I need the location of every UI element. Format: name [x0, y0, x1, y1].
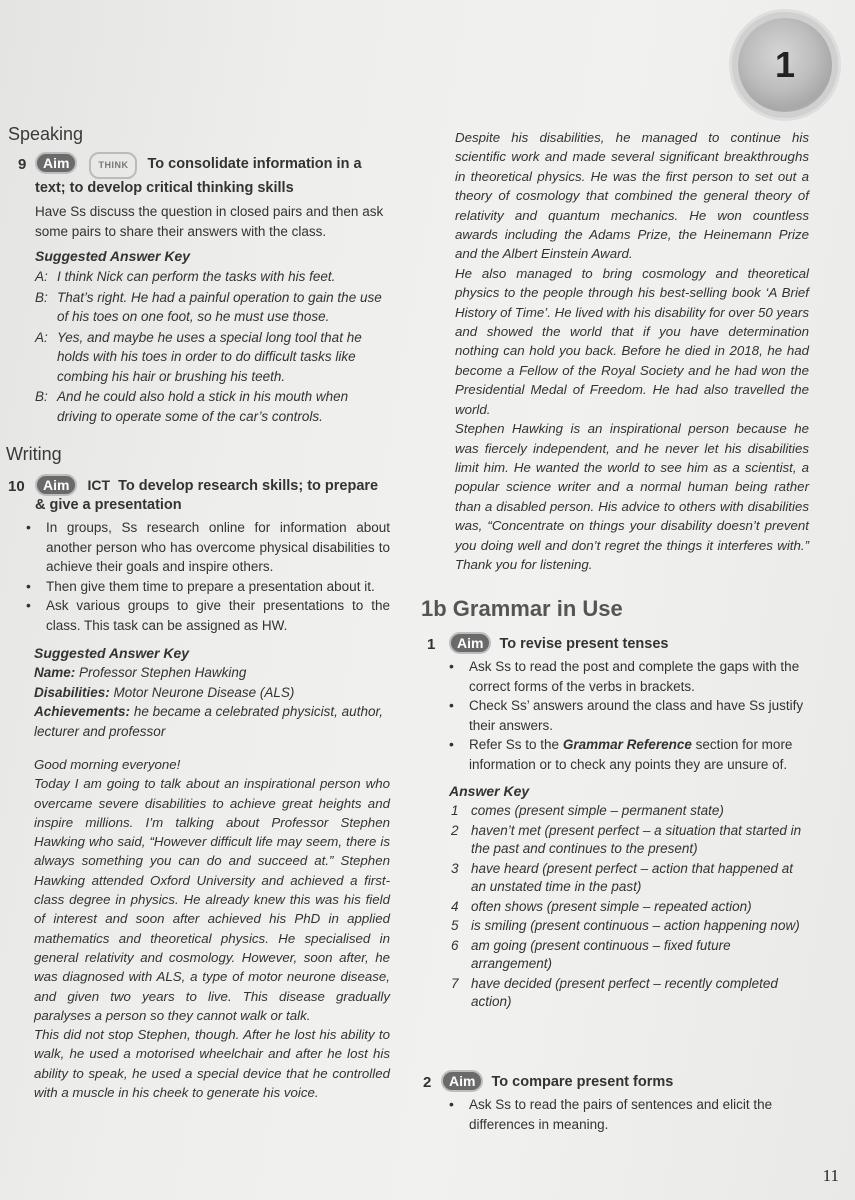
speech-paragraph: Stephen Hawking is an inspirational person because he was fiercely independent, and he never let his disabilities limit him. He wanted the world to see him as a scientist, a popular science writer and a normal human being rather than a disabled person. His advice to others with disabilities was, “Concentrate on things your disability doesn’t prevent you doing well and don’t regret the things it interferes with.” Thank you for listening. [455, 421, 809, 572]
exercise-10 [8, 474, 390, 1102]
aim-text: To compare present forms [491, 1074, 674, 1090]
name-value: Professor Stephen Hawking [79, 665, 247, 680]
answer-text: haven’t met (present perfect – a situation that started in the past and continues to the present) [471, 822, 802, 856]
grammar-reference-link: Grammar Reference [562, 737, 692, 752]
bullet-list [423, 1095, 809, 1134]
answer-number: 7 [451, 975, 459, 991]
answer-text: often shows (present simple – repeated action) [471, 898, 752, 914]
exercise-number: 9 [18, 156, 27, 173]
exercise-number: 1 [427, 636, 436, 653]
bullet-text: Refer Ss to the [469, 737, 560, 752]
bullet-item: • In groups, Ss research online for information about another person who has overcome physical disabilities to achieve their goals and inspire others. [18, 518, 390, 577]
answer-number: 6 [451, 937, 459, 953]
answer-text: am going (present continuous – fixed future arrangement) [471, 937, 731, 971]
writing-heading: Writing [6, 444, 62, 464]
bullet-item [441, 735, 809, 774]
bullet-text: section for more information or to check any points they are unsure of. [469, 737, 793, 772]
aim-badge: Aim [35, 474, 77, 496]
answer-text: is smiling (present continuous – action happening now) [471, 918, 800, 933]
speech-paragraph: He also managed to bring cosmology and theoretical physics to the people through his best-selling book ‘A Brief History of Time’. He lived with his disability for over 50 years and showed the world that if you have determination nothing can hold you back. Before he died in 2018, he had become a Fellow of the Royal Society and he had won the Presidential Medal of Freedom. He had also travelled the world. [455, 265, 809, 417]
answer-number: 2 [451, 822, 459, 838]
dialogue [35, 267, 390, 426]
disabilities-label: Disabilities: [34, 684, 110, 700]
bullet-item: • Check Ss’ answers around the class and have Ss justify their answers. [441, 696, 809, 735]
answer-item [449, 802, 809, 821]
grammar-exercise-1 [427, 632, 809, 1013]
profile-name [34, 663, 390, 683]
achievements-value: he became a celebrated physicist, author, lecturer and professor [34, 704, 383, 739]
answer-key-heading: Answer Key [449, 783, 530, 799]
think-badge: THINK [89, 152, 137, 179]
bullet-item: • Ask various groups to give their presentations to the class. This task can be assigned as HW. [18, 596, 390, 635]
profile-achievements [34, 702, 390, 741]
answer-number: 1 [451, 803, 459, 818]
dialogue-text: That’s right. He had a painful operation to gain the use of his toes on one foot, so he must use those. [57, 289, 382, 324]
profile-block [34, 663, 390, 741]
answer-text: have decided (present perfect – recently completed action) [471, 975, 778, 1009]
speaking-heading: Speaking [8, 124, 84, 144]
aim-text: To develop research skills; to prepare & give a presentation [35, 478, 379, 513]
bullet-item: • Then give them time to prepare a presentation about it. [18, 577, 390, 597]
dialogue-text: And he could also hold a stick in his mouth when driving to operate some of the car’s controls. [57, 389, 349, 424]
bullet-list [427, 657, 809, 774]
exercise-number: 2 [423, 1074, 432, 1091]
dialogue-line [35, 267, 390, 287]
answer-item [449, 898, 809, 917]
disabilities-value: Motor Neurone Disease (ALS) [113, 684, 295, 700]
answer-list [449, 802, 809, 1012]
answer-item [449, 917, 809, 936]
speaker-label: B: [35, 389, 48, 404]
ict-label: ICT [87, 477, 111, 493]
dialogue-text: Yes, and maybe he uses a special long tool that he holds with his toes in order to do difficult tasks like combing his hair or brushing his teeth. [57, 329, 362, 384]
grammar-heading: 1b Grammar in Use [421, 596, 623, 621]
profile-disabilities [34, 683, 390, 703]
speech-text [34, 755, 390, 1102]
exercise-9 [18, 152, 390, 427]
speaker-label: A: [35, 269, 48, 284]
answer-item [449, 937, 809, 974]
speech-paragraph: Despite his disabilities, he managed to continue his scientific work and made several significant breakthroughs in theoretical physics. He was the first person to set out a theory of cosmology that combined the general theory of relativity and quantum mechanics. He won countless awards including the Adams Prize, the Heinemann Prize and the Albert Einstein Award. [455, 130, 809, 262]
aim-text: To consolidate information in a text; to develop critical thinking skills [35, 156, 362, 196]
suggested-answer-key-heading: Suggested Answer Key [34, 645, 190, 661]
dialogue-line [35, 387, 390, 426]
aim-text: To revise present tenses [499, 636, 669, 652]
suggested-answer-key-heading: Suggested Answer Key [35, 248, 191, 264]
answer-item [449, 975, 809, 1012]
answer-number: 4 [451, 898, 459, 914]
speech-greeting: Good morning everyone! [34, 757, 181, 772]
answer-item [449, 860, 809, 897]
dialogue-text: I think Nick can perform the tasks with his feet. [57, 269, 336, 284]
speech-continued [455, 128, 809, 574]
page-number: 11 [822, 1166, 839, 1185]
exercise-number: 10 [8, 478, 25, 495]
answer-number: 5 [451, 918, 459, 933]
answer-text: have heard (present perfect – action that happened at an unstated time in the past) [471, 860, 793, 894]
bullet-item: • Ask Ss to read the post and complete the gaps with the correct forms of the verbs in brackets. [441, 657, 809, 696]
answer-text: comes (present simple – permanent state) [471, 803, 724, 818]
aim-badge: Aim [449, 632, 491, 654]
answer-item [449, 822, 809, 859]
grammar-exercise-2 [423, 1070, 809, 1134]
bullet-item: • Ask Ss to read the pairs of sentences and elicit the differences in meaning. [441, 1095, 809, 1134]
chapter-badge [738, 18, 832, 112]
chapter-number: 1 [774, 44, 796, 85]
aim-badge: Aim [441, 1070, 483, 1092]
instruction-text: Have Ss discuss the question in closed pairs and then ask some pairs to share their answers with the class. [35, 204, 384, 239]
speaker-label: A: [35, 329, 48, 345]
achievements-label: Achievements: [34, 704, 131, 719]
speaker-label: B: [35, 289, 48, 305]
answer-number: 3 [451, 860, 459, 876]
aim-badge: Aim [35, 152, 77, 174]
dialogue-line [35, 328, 390, 387]
dialogue-line [35, 288, 390, 327]
bullet-list [8, 518, 390, 635]
speech-paragraph: Today I am going to talk about an inspirational person who overcame severe disabilities to achieve great heights and inspire millions. I’m talking about Professor Stephen Hawking who said, “However difficult life may seem, there is always something you can do and succeed at.” Stephen Hawking attended Oxford University and achieved a first-class degree in physics. He already knew this was his field of interest and soon after achieved his PhD in applied mathematics and theoretical physics. He specialised in general relativity and cosmology. However, soon after, he was diagnosed with ALS, a type of motor neurone disease, and given two years to live. This disease gradually paralyses a person so they cannot walk or talk. [34, 776, 390, 1023]
speech-paragraph: This did not stop Stephen, though. After he lost his ability to walk, he used a motorised wheelchair and after he lost his ability to speak, he used a special device that he controlled with a muscle in his cheek to generate his voice. [34, 1027, 390, 1101]
name-label: Name: [34, 665, 76, 680]
